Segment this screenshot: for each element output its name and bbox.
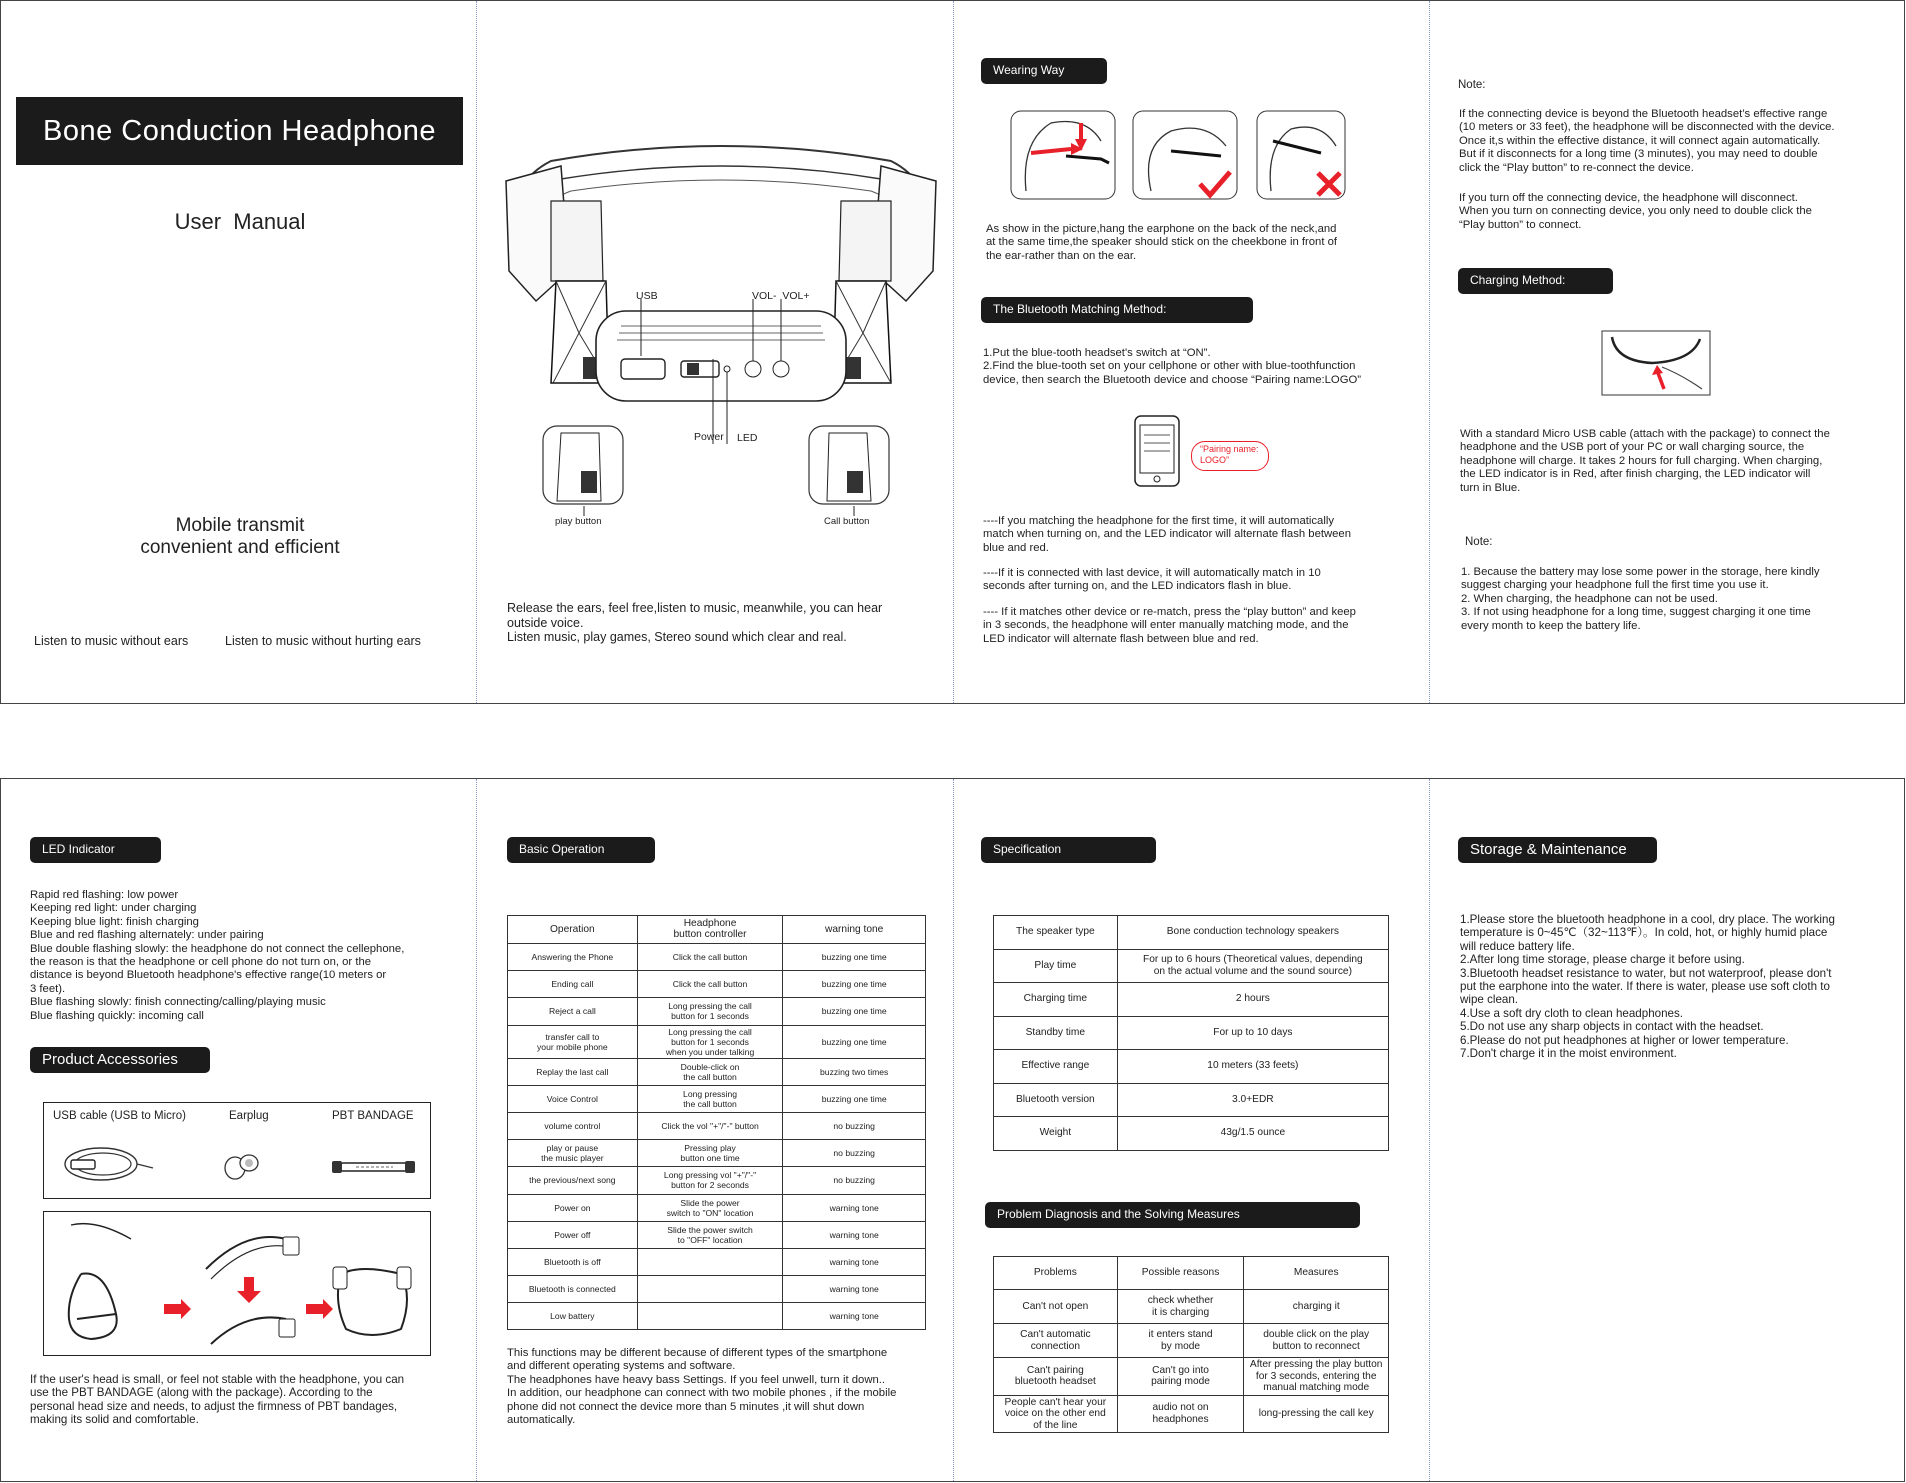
spec-value-cell: 3.0+EDR xyxy=(1117,1083,1388,1117)
table-row xyxy=(994,1083,1389,1117)
table-row xyxy=(508,998,926,1025)
table-header-cell: Operation xyxy=(508,916,638,944)
cover-title: Bone Conduction Headphone xyxy=(42,115,437,147)
accessory-bandage-label: PBT BANDAGE xyxy=(332,1110,414,1122)
table-row xyxy=(994,983,1389,1017)
problem-cell: People can't hear your voice on the other end of the line xyxy=(994,1395,1118,1433)
table-row xyxy=(508,1221,926,1248)
controller-cell: Click the call button xyxy=(637,971,783,998)
led-heading: LED Indicator xyxy=(30,837,161,863)
led-text: Rapid red flashing: low power Keeping red light: under charging Keeping blue light: finish charging Blue and red flashing alternately: under pairing Blue double flashing slowly: the headphone do not connect the cellephone, the reason is that the headphone or cell phone do not turn on, or the distance is beyond Bluetooth headphone's effective range(10 meters or 3 feet). Blue flashing slowly: finish connecting/calling/playing music Blue flashing quickly: incoming call xyxy=(30,889,405,1022)
table-row xyxy=(994,1050,1389,1084)
spec-name-cell: Bluetooth version xyxy=(994,1083,1118,1117)
table-header-cell: warning tone xyxy=(783,916,926,944)
table-row xyxy=(508,1167,926,1194)
reason-cell: audio not on headphones xyxy=(1117,1395,1244,1433)
tone-cell: warning tone xyxy=(783,1221,926,1248)
controller-cell: Long pressing the call button xyxy=(637,1085,783,1112)
charging-notes: 1. Because the battery may lose some power in the storage, here kindly suggest charging your headphone full the first time you use it. 2. When charging, the headphone can not be used. 3. If not using headphone for a long time, suggest charging it one time every month to keep the battery life. xyxy=(1461,566,1820,632)
tone-cell: buzzing two times xyxy=(783,1058,926,1085)
sheet-bottom xyxy=(0,778,1905,1482)
operation-cell: Power on xyxy=(508,1194,638,1221)
problem-cell: Can't automatic connection xyxy=(994,1324,1118,1358)
tone-cell: no buzzing xyxy=(783,1140,926,1167)
headphone-illustration xyxy=(491,121,951,521)
measure-cell: double click on the play button to reconnect xyxy=(1244,1324,1389,1358)
operation-cell: volume control xyxy=(508,1112,638,1139)
cover-tagline-left: Listen to music without ears xyxy=(34,634,189,648)
controller-cell: Double-click on the call button xyxy=(637,1058,783,1085)
spec-value-cell: 10 meters (33 feets) xyxy=(1117,1050,1388,1084)
table-header-cell: Possible reasons xyxy=(1117,1257,1244,1290)
fold-line xyxy=(1429,779,1430,1481)
tone-cell: warning tone xyxy=(783,1194,926,1221)
reason-cell: check whether it is charging xyxy=(1117,1290,1244,1324)
tone-cell: no buzzing xyxy=(783,1167,926,1194)
table-row xyxy=(508,1276,926,1303)
operation-cell: Power off xyxy=(508,1221,638,1248)
tone-cell: buzzing one time xyxy=(783,1085,926,1112)
spec-name-cell: Charging time xyxy=(994,983,1118,1017)
table-row xyxy=(508,971,926,998)
operation-heading: Basic Operation xyxy=(507,837,655,863)
table-row xyxy=(508,944,926,971)
tone-cell: warning tone xyxy=(783,1276,926,1303)
diagram-description: Release the ears, feel free,listen to music, meanwhile, you can hear outside voice. Listen music, play games, Stereo sound which clear and real. xyxy=(507,601,883,644)
measure-cell: charging it xyxy=(1244,1290,1389,1324)
operation-cell: the previous/next song xyxy=(508,1167,638,1194)
phone-label: “Pairing name: LOGO” xyxy=(1200,444,1259,465)
tone-cell: no buzzing xyxy=(783,1112,926,1139)
controller-cell: Pressing play button one time xyxy=(637,1140,783,1167)
table-row xyxy=(994,1358,1389,1396)
sheet-top xyxy=(0,0,1905,704)
controller-cell: Long pressing the call button for 1 seconds xyxy=(637,998,783,1025)
table-row xyxy=(994,1290,1389,1324)
wearing-text: As show in the picture,hang the earphone on the back of the neck,and at the same time,the speaker should stick on the cheekbone in front of the ear-rather than on the ear. xyxy=(986,223,1338,262)
table-row xyxy=(508,1112,926,1139)
tone-cell: warning tone xyxy=(783,1303,926,1330)
reason-cell: it enters stand by mode xyxy=(1117,1324,1244,1358)
bandage-steps-illustration xyxy=(61,1219,421,1349)
controller-cell xyxy=(637,1276,783,1303)
earplug-icon xyxy=(223,1151,263,1181)
storage-text: 1.Please store the bluetooth headphone in a cool, dry place. The working temperature is 0~45℃（32~113℉）。In cold, hot, or highly humid place will reduce battery life. 2.After long time storage, please charge it before using. 3.Bluetooth headset resistance to water, but not waterproof, please don't put the earphone into the water. If there is water, please use soft cloth to wipe clean. 4.Use a soft dry cloth to clean headphones. 5.Do not use any sharp objects in contact with the headset. 6.Please do not put headphones at higher or lower temperature. 7.Don't charge it in the moist environment. xyxy=(1460,913,1835,1061)
connection-note-label: Note: xyxy=(1458,79,1486,91)
cover-slogan-1: Mobile transmit xyxy=(175,515,305,536)
operation-cell: transfer call to your mobile phone xyxy=(508,1025,638,1058)
connection-note-para-2: If you turn off the connecting device, the headphone will disconnect. When you turn on connecting device, you only need to double click the “Play button” to connect. xyxy=(1459,192,1812,231)
charging-note-label: Note: xyxy=(1465,536,1493,548)
table-row xyxy=(994,949,1389,983)
operation-cell: Bluetooth is off xyxy=(508,1248,638,1275)
problems-table xyxy=(993,1256,1389,1433)
accessories-text: If the user's head is small, or feel not stable with the headphone, you can use the PBT BANDAGE (along with the package). According to the personal head size and needs, to adjust the firmness of PBT bandages, making its solid and comfortable. xyxy=(30,1373,405,1427)
fold-line xyxy=(476,779,477,1481)
table-row xyxy=(994,1395,1389,1433)
controller-cell: Long pressing the call button for 1 seconds when you under talking xyxy=(637,1025,783,1058)
table-row xyxy=(508,1025,926,1058)
operation-cell: Replay the last call xyxy=(508,1058,638,1085)
spec-name-cell: Standby time xyxy=(994,1016,1118,1050)
operation-footer: This functions may be different because of different types of the smartphone and different operating systems and software. The headphones have heavy bass Settings. If you feel unwell, turn it down.. In addition, our headphone can connect with two mobile phones , if the mobile phone did not connect the device more than 5 minutes ,it will shut down automatically. xyxy=(507,1347,897,1427)
accessory-usb-label: USB cable (USB to Micro) xyxy=(53,1110,186,1122)
table-row xyxy=(508,1140,926,1167)
label-vol: VOL- VOL+ xyxy=(752,290,810,302)
controller-cell: Slide the power switch to "ON" location xyxy=(637,1194,783,1221)
table-row xyxy=(508,1303,926,1330)
specification-table xyxy=(993,915,1389,1151)
table-row xyxy=(994,1324,1389,1358)
measure-cell: After pressing the play button for 3 seconds, entering the manual matching mode xyxy=(1244,1358,1389,1396)
table-header-cell: Headphone button controller xyxy=(637,916,783,944)
storage-heading: Storage & Maintenance xyxy=(1458,837,1657,863)
table-row xyxy=(508,1085,926,1112)
spec-value-cell: For up to 6 hours (Theoretical values, depending on the actual volume and the sound source) xyxy=(1117,949,1388,983)
operation-cell: play or pause the music player xyxy=(508,1140,638,1167)
wearing-illustration xyxy=(1011,111,1345,201)
table-row xyxy=(994,916,1389,950)
accessories-heading: Product Accessories xyxy=(30,1047,210,1073)
label-play-button: play button xyxy=(555,516,602,527)
operation-cell: Bluetooth is connected xyxy=(508,1276,638,1303)
spec-name-cell: Play time xyxy=(994,949,1118,983)
cover-slogan-2: convenient and efficient xyxy=(140,537,340,558)
specification-heading: Specification xyxy=(981,837,1156,863)
measure-cell: long-pressing the call key xyxy=(1244,1395,1389,1433)
check-icon xyxy=(1197,169,1233,199)
operation-table xyxy=(507,915,926,1330)
tone-cell: buzzing one time xyxy=(783,1025,926,1058)
connection-note-para-1: If the connecting device is beyond the Bluetooth headset’s effective range (10 meters or 33 feet), the headphone will be disconnected with the device. Once it,s within the effective distance, it will connect again automatically. But if it disconnects for a long time (3 minutes), you may need to double click the “Play button” to re-connect the device. xyxy=(1459,108,1835,174)
bandage-icon xyxy=(331,1159,416,1175)
accessory-earplug-label: Earplug xyxy=(229,1110,269,1122)
tone-cell: warning tone xyxy=(783,1248,926,1275)
tone-cell: buzzing one time xyxy=(783,998,926,1025)
operation-cell: Reject a call xyxy=(508,998,638,1025)
label-usb: USB xyxy=(636,290,658,302)
operation-cell: Ending call xyxy=(508,971,638,998)
problem-cell: Can't not open xyxy=(994,1290,1118,1324)
phone-icon xyxy=(1134,415,1180,487)
cross-icon xyxy=(1314,169,1344,199)
cover-subtitle: User Manual xyxy=(174,209,306,234)
matching-steps: 1.Put the blue-tooth headset's switch at “ON”. 2.Find the blue-tooth set on your cellphone or other with blue-toothfunction device, then search the Bluetooth device and choose “Pairing name:LOGO” xyxy=(983,347,1362,386)
spec-name-cell: Weight xyxy=(994,1117,1118,1151)
table-header-cell: Measures xyxy=(1244,1257,1389,1290)
matching-heading: The Bluetooth Matching Method: xyxy=(981,297,1253,323)
fold-line xyxy=(953,779,954,1481)
fold-line xyxy=(953,1,954,703)
cover-tagline-right: Listen to music without hurting ears xyxy=(225,634,421,648)
fold-line xyxy=(1429,1,1430,703)
reason-cell: Can't go into pairing mode xyxy=(1117,1358,1244,1396)
spec-name-cell: Effective range xyxy=(994,1050,1118,1084)
table-row xyxy=(994,1117,1389,1151)
spec-name-cell: The speaker type xyxy=(994,916,1118,950)
charging-text: With a standard Micro USB cable (attach with the package) to connect the headphone and the USB port of your PC or wall charging source, the headphone will charge. It takes 2 hours for full charging. When charging, the LED indicator is in Red, after finish charging, the LED indicator will turn in Blue. xyxy=(1460,428,1830,494)
problems-heading: Problem Diagnosis and the Solving Measures xyxy=(985,1202,1360,1228)
controller-cell xyxy=(637,1248,783,1275)
spec-value-cell: For up to 10 days xyxy=(1117,1016,1388,1050)
tone-cell: buzzing one time xyxy=(783,944,926,971)
wearing-heading: Wearing Way xyxy=(981,58,1107,84)
table-header-cell: Problems xyxy=(994,1257,1118,1290)
controller-cell: Click the call button xyxy=(637,944,783,971)
label-led: LED xyxy=(737,432,758,444)
controller-cell xyxy=(637,1303,783,1330)
label-call-button: Call button xyxy=(824,516,870,527)
usb-cable-icon xyxy=(61,1142,156,1187)
operation-cell: Low battery xyxy=(508,1303,638,1330)
operation-cell: Voice Control xyxy=(508,1085,638,1112)
spec-value-cell: Bone conduction technology speakers xyxy=(1117,916,1388,950)
charging-illustration xyxy=(1602,331,1710,395)
problem-cell: Can't pairing bluetooth headset xyxy=(994,1358,1118,1396)
charging-heading: Charging Method: xyxy=(1458,268,1613,294)
matching-note-3: ---- If it matches other device or re-match, press the “play button” and keep in 3 seconds, the headphone will enter manually matching mode, and the LED indicator will alternate flash between blue and red. xyxy=(983,606,1356,645)
matching-note-2: ----If it is connected with last device, it will automatically match in 10 seconds after turning on, and the LED indicators flash in blue. xyxy=(983,567,1321,593)
matching-note-1: ----If you matching the headphone for the first time, it will automatically match when turning on, and the LED indicator will alternate flash between blue and red. xyxy=(983,515,1351,554)
controller-cell: Slide the power switch to "OFF" location xyxy=(637,1221,783,1248)
table-row xyxy=(508,1194,926,1221)
table-row xyxy=(994,1016,1389,1050)
fold-line xyxy=(476,1,477,703)
spec-value-cell: 2 hours xyxy=(1117,983,1388,1017)
spec-value-cell: 43g/1.5 ounce xyxy=(1117,1117,1388,1151)
operation-cell: Answering the Phone xyxy=(508,944,638,971)
tone-cell: buzzing one time xyxy=(783,971,926,998)
label-power: Power xyxy=(694,431,724,443)
controller-cell: Click the vol "+"/"-" button xyxy=(637,1112,783,1139)
table-row xyxy=(508,1248,926,1275)
controller-cell: Long pressing vol "+"/"-" button for 2 seconds xyxy=(637,1167,783,1194)
table-row xyxy=(508,1058,926,1085)
